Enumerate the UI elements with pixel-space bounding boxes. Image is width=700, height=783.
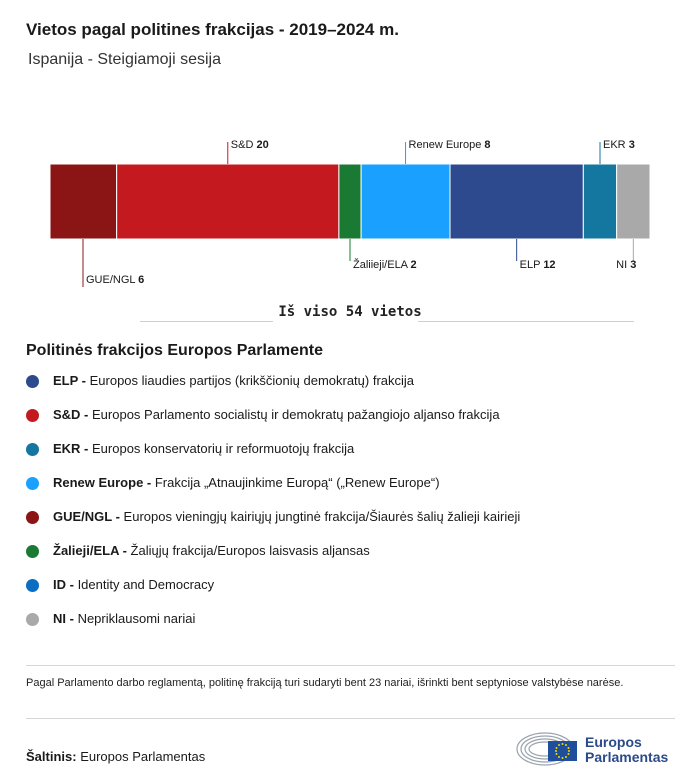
legend-abbr: ELP -: [53, 373, 86, 388]
legend-swatch: [26, 613, 39, 626]
bar-label: ELP 12: [519, 259, 556, 271]
legend-desc: Žaliųjų frakcija/Europos laisvasis aljansas: [126, 543, 370, 558]
legend-abbr: GUE/NGL -: [53, 509, 120, 524]
total-seats-label: Iš viso 54 vietos: [278, 304, 422, 320]
total-divider-right: [418, 321, 634, 322]
legend-desc: Identity and Democracy: [73, 577, 215, 592]
legend-abbr: NI -: [53, 611, 74, 626]
legend-swatch: [26, 511, 39, 524]
bar-label: GUE/NGL 6: [86, 274, 145, 286]
bar-label: EKR 3: [603, 139, 635, 151]
legend-abbr: EKR -: [53, 441, 89, 456]
source: [26, 749, 205, 764]
bar-segment: [583, 164, 616, 239]
bar-segment: [117, 164, 339, 239]
legend-desc: Europos vieningjų kairiųjų jungtinė frakcija/Šiaurės šalių žalieji kairieji: [119, 509, 521, 524]
ep-logo-text: [585, 735, 668, 765]
logo-line-2: Parlamentas: [585, 749, 669, 765]
bar-segment: [50, 164, 117, 239]
legend-item: [26, 540, 520, 574]
legend-item: [26, 404, 520, 438]
legend-item: [26, 472, 520, 506]
bar-segment: [339, 164, 361, 239]
legend-swatch: [26, 545, 39, 558]
legend-item: [26, 506, 520, 540]
bar-label: Renew Europe 8: [408, 139, 491, 151]
bar-segment: [361, 164, 450, 239]
legend-abbr: Žalieji/ELA -: [53, 543, 127, 558]
legend-item: [26, 608, 520, 642]
legend-title: Politinės frakcijos Europos Parlamente: [26, 342, 323, 359]
legend: [26, 370, 520, 642]
bar-segment: [617, 164, 650, 239]
legend-swatch: [26, 375, 39, 388]
chart-title: Vietos pagal politines frakcijas - 2019–2024 m.: [26, 20, 399, 39]
bar-label: NI 3: [616, 259, 637, 271]
chart-subtitle: Ispanija - Steigiamoji sesija: [28, 51, 221, 68]
source-label: Šaltinis:: [26, 749, 77, 764]
legend-desc: Nepriklausomi nariai: [73, 611, 196, 626]
legend-desc: Europos liaudies partijos (krikščionių demokratų) frakcija: [86, 373, 415, 388]
source-value: Europos Parlamentas: [80, 749, 206, 764]
legend-swatch: [26, 409, 39, 422]
bar-label: Žaliieji/ELA 2: [353, 259, 417, 271]
legend-desc: Frakcija „Atnaujinkime Europą“ („Renew Europe“): [151, 475, 440, 490]
legend-item: [26, 574, 520, 608]
legend-abbr: Renew Europe -: [53, 475, 152, 490]
bar-label: S&D 20: [230, 139, 269, 151]
footnote: Pagal Parlamento darbo reglamentą, politinę frakciją turi sudaryti bent 23 nariai, išrinkti bent septyniose valstybėse narėse.: [26, 677, 624, 689]
total-divider-left: [140, 321, 273, 322]
legend-swatch: [26, 477, 39, 490]
legend-item: [26, 438, 520, 472]
note-divider-bottom: [26, 718, 675, 719]
stacked-bar-chart: [0, 120, 700, 295]
legend-item: [26, 370, 520, 404]
bar-segment: [450, 164, 583, 239]
legend-abbr: ID -: [53, 577, 74, 592]
logo-line-1: Europos: [585, 734, 642, 750]
legend-desc: Europos konservatorių ir reformuotojų frakcija: [88, 441, 355, 456]
legend-abbr: S&D -: [53, 407, 89, 422]
note-divider-top: [26, 665, 675, 666]
legend-swatch: [26, 579, 39, 592]
legend-swatch: [26, 443, 39, 456]
legend-desc: Europos Parlamento socialistų ir demokratų pažangiojo aljanso frakcija: [88, 407, 500, 422]
